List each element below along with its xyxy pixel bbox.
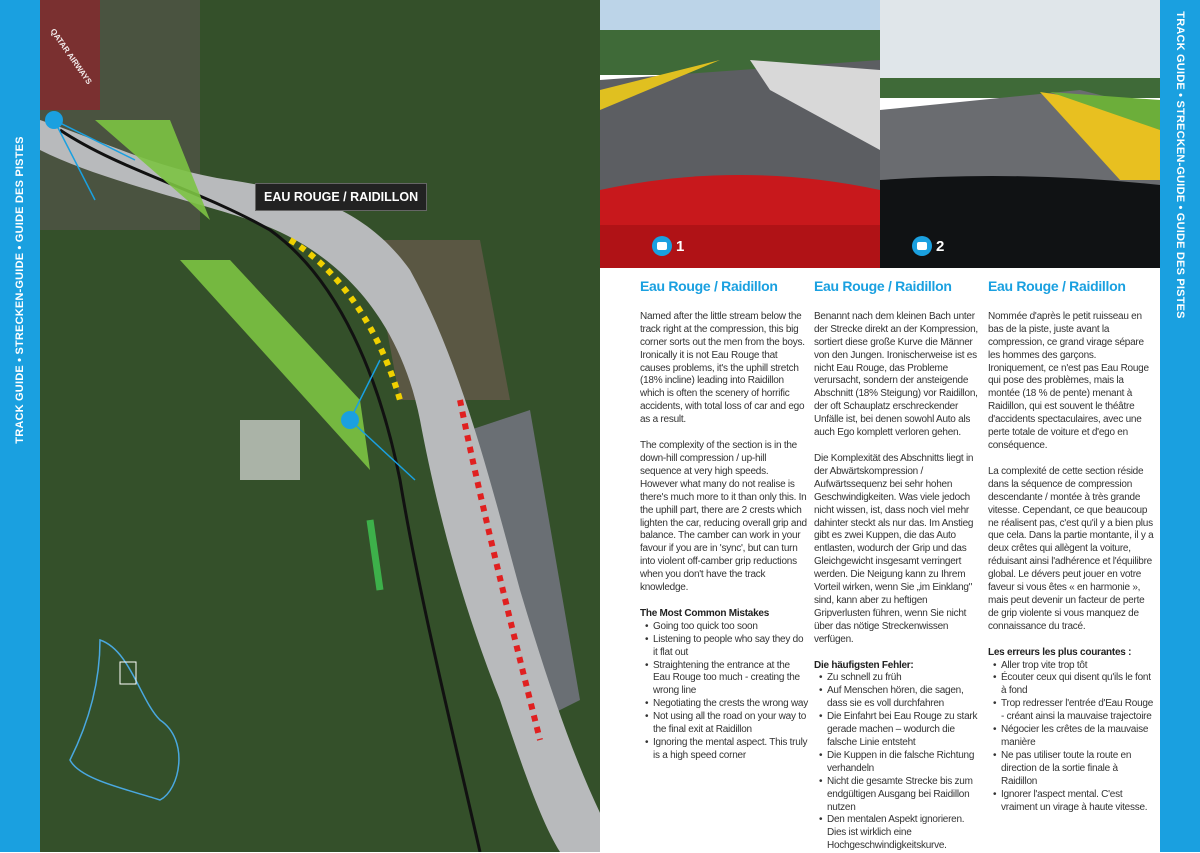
mistakes-list [988,660,1156,815]
list-item: • Nicht die gesamte Strecke bis zum endgültigen Ausgang bei Raidillon nutzen [819,776,982,815]
list-item: • Négocier les crêtes de la mauvaise manière [993,724,1156,750]
paragraph: Nommée d'après le petit ruisseau en bas de la piste, juste avant la compression, ce grand virage sépare les hommes des garçons. Ironiquement, ce n'est pas Eau Rouge qui pose des problèmes, mais la montée (18 % de pente) menant à Raidillon, qui est souvent le théâtre d'accidents spectaculaires, avec une perte totale de voiture et d'ego en conséquence. [988,310,1149,451]
camera-label-2 [912,236,944,256]
list-item: • Zu schnell zu früh [819,672,982,685]
list-item: • Den mentalen Aspekt ignorieren. Dies ist wirklich eine Hochgeschwindigkeitskurve. [819,814,982,853]
list-item: • Écouter ceux qui disent qu'ils le font à fond [993,672,1156,698]
onboard-photo-2 [880,0,1160,268]
aerial-map-image [40,0,600,852]
corner-label: EAU ROUGE / RAIDILLON [255,183,427,211]
column-german [814,280,982,853]
list-item: • Ignoring the mental aspect. This truly is a high speed corner [645,737,808,763]
qatar-airways-banner-text: QATAR AIRWAYS [48,27,94,86]
list-item: • Auf Menschen hören, die sagen, dass sie es voll durchfahren [819,685,982,711]
side-label-left [0,0,40,852]
list-item: • Aller trop vite trop tôt [993,660,1156,673]
mistakes-title: Die häufigsten Fehler: [814,659,914,671]
mistakes-list [814,672,982,853]
side-label-right [1160,0,1200,852]
track-map [40,0,600,852]
column-title: Eau Rouge / Raidillon [988,278,1126,294]
paragraph: Named after the little stream below the track right at the compression, this big corner sorts out the men from the boys. Ironically it is not Eau Rouge that causes problems, it's the uphill stretch (18% incline) leading into Raidillon which is often the scenery of horrific accidents, with total loss of car and ego as a result. [640,310,805,426]
list-item: • Die Kuppen in die falsche Richtung verhandeln [819,750,982,776]
list-item: • Listening to people who say they do it flat out [645,634,808,660]
column-english [640,280,808,763]
camera-icon [912,236,932,256]
column-title: Eau Rouge / Raidillon [640,278,778,294]
camera-icon [652,236,672,256]
photo-number: 1 [676,237,685,255]
paragraph: Die Komplexität des Abschnitts liegt in der Abwärtskompression / Aufwärtssequenz bei sehr hohen Geschwindigkeiten. Was viele jedoch nicht wissen, ist, dass noch viel mehr dahinter steckt als nur das. Im Anstieg gibt es zwei Kuppen, die das Auto entlasten, wodurch der Grip und das Gleichgewicht insgesamt verringert werden. Die Neigung kann zu Ihrem Vorteil wirken, wenn Sie „im Einklang" sind, kann aber zu heftigen Gripverlusten führen, wenn Sie nicht über das nötige Streckenwissen verfügen. [814,452,974,645]
onboard-photo-1 [600,0,880,268]
list-item: • Ignorer l'aspect mental. C'est vraiment un virage à haute vitesse. [993,789,1156,815]
list-item: • Trop redresser l'entrée d'Eau Rouge - créant ainsi la mauvaise trajectoire [993,698,1156,724]
paragraph: Benannt nach dem kleinen Bach unter der Strecke direkt an der Kompression, sortiert diese große Kurve die Männer von den Jungen. Ironischerweise ist es nicht Eau Rouge, das Probleme verursacht, sondern der ansteigende Abschnitt (18% Steigung) vor Raidillon, der oft Schauplatz erschreckender Unfälle ist, bei denen sowohl Auto als auch Ego komplett verloren gehen. [814,310,978,439]
paragraph: The complexity of the section is in the down-hill compression / up-hill sequence at very high speeds. However what many do not realise is there's much more to it than only this. In the uphill part, there are 2 crests which lighten the car, reducing overall grip and balance. The camber can work in your favour if you are in 'sync', but can turn into violent off-camber grip reductions when you don't have the track knowledge. [640,440,807,594]
mistakes-title: The Most Common Mistakes [640,607,770,619]
list-item: • Negotiating the crests the wrong way [645,698,808,711]
mistakes-title: Les erreurs les plus courantes : [988,646,1132,658]
column-french [988,280,1156,814]
side-label-text: TRACK GUIDE • STRECKEN-GUIDE • GUIDE DES PISTES [1174,11,1186,319]
list-item: • Ne pas utiliser toute la route en direction de la sortie finale à Raidillon [993,750,1156,789]
mistakes-list [640,621,808,763]
list-item: • Die Einfahrt bei Eau Rouge zu stark gerade machen – wodurch die falsche Linie entsteht [819,711,982,750]
paragraph: La complexité de cette section réside dans la séquence de compression descendante / montée à très grande vitesse. Cependant, ce que beaucoup ne réalisent pas, c'est qu'il y a bien plus que cela. Dans la partie montante, il y a deux crêtes qui allègent la voiture, réduisant ainsi l'adhérence et l'équilibre global. Le dévers peut jouer en votre faveur si vous êtes « en harmonie », mais peut devenir un facteur de perte de grip violente si vous manquez de connaissance du tracé. [988,465,1154,632]
column-title: Eau Rouge / Raidillon [814,278,952,294]
side-label-text: TRACK GUIDE • STRECKEN-GUIDE • GUIDE DES PISTES [14,136,26,444]
photo-number: 2 [936,237,945,255]
list-item: • Straightening the entrance at the Eau Rouge too much - creating the wrong line [645,660,808,699]
list-item: • Not using all the road on your way to the final exit at Raidillon [645,711,808,737]
list-item: • Going too quick too soon [645,621,808,634]
camera-label-1 [652,236,684,256]
